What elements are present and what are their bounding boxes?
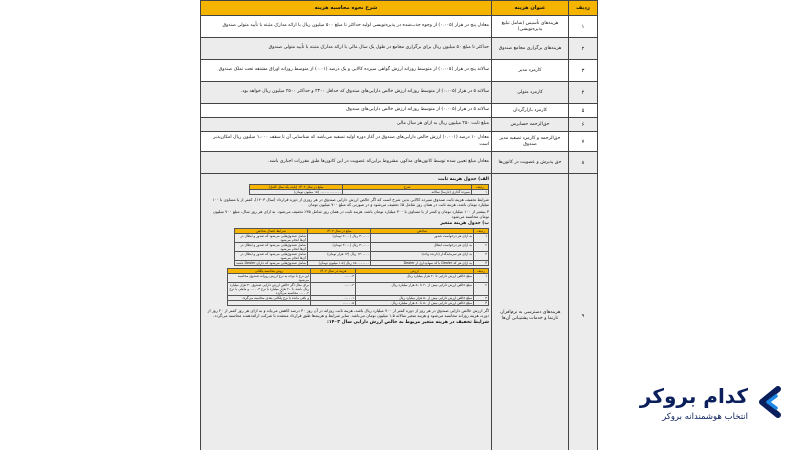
table-row bbox=[201, 174, 598, 450]
variable-cost-heading: ب) جدول هزینه متغیر bbox=[440, 221, 489, 226]
row-title: هزینه‌های تأسیس (شامل تبلیغ پذیره‌نویسی) bbox=[492, 16, 569, 38]
fixed-cost-heading: الف) جدول هزینه ثابت bbox=[438, 177, 489, 182]
table-row bbox=[201, 82, 598, 104]
var-cell: شامل صندوق‌هایی می‌شود که دارای Dealer باشند bbox=[236, 261, 306, 265]
table-row bbox=[201, 38, 598, 60]
tier-cell: مبلغ خالص ارزش دارایی بیش از ۵۰ هزار میلیارد ریال bbox=[356, 296, 474, 301]
software-costs bbox=[203, 177, 489, 325]
var-col: ردیف bbox=[474, 229, 489, 234]
variable-cost-table bbox=[234, 228, 489, 266]
broker-logo-icon bbox=[754, 386, 784, 418]
row-desc: معادل پنج در هزار (۰.۰۰۵) از وجوه جذب‌شده در پذیره‌نویسی اولیه حداکثر تا مبلغ ۵۰۰ میلیون ریال با ارائه مدارک مثبته با تأیید متولی صندوق bbox=[201, 16, 492, 38]
var-col: شاخص bbox=[371, 229, 474, 234]
row-num: ۱ bbox=[569, 16, 598, 38]
fixed-cell: ۱ bbox=[472, 190, 489, 195]
table-row bbox=[201, 104, 598, 118]
var-cell: ۱۳۰.۰۰۰ ریال (۱۳ هزار تومان) bbox=[308, 252, 371, 261]
tier-cell: برای مثال اگر خالص ارزش دارایی صندوق ۳۰ هزار میلیارد ریال باشد، تا ۲۰ هزار میلیارد با نرخ ۰.۰۰۰۳ و مابقی با نرخ ۰.۰۰۰۲ محاسبه می‌گردد bbox=[229, 283, 309, 295]
row-num: ۹ bbox=[569, 174, 598, 450]
row-num: ۴ bbox=[569, 82, 598, 104]
var-cell: ۴ bbox=[474, 261, 489, 266]
row-desc: سالانه پنج در هزار (۰.۰۰۵) از متوسط روزانه ارزش گواهی سپرده کالایی و یک درصد (۰.۰۱) از متوسط روزانه اوراق مشتقه تحت تملک صندوق bbox=[201, 60, 492, 82]
tier-cell: ۰.۰۰۰۳ bbox=[311, 274, 356, 283]
var-col: مبلغ در سال ۱۴۰۳ bbox=[308, 229, 371, 234]
tier-cell: ۲ bbox=[474, 283, 489, 296]
row-desc: معادل ۱۰ درصد (۰.۰۰۱) ارزش خالص دارایی‌های صندوق در آغاز دوره اولیه تصفیه می‌باشد که شناسایی آن تا سقف ۱،۰۰۰ میلیون ریال امکان‌پذیر است bbox=[201, 132, 492, 152]
var-cell: ۳۰.۰۰۰ ریال (۳۰۰۰ تومان) bbox=[308, 243, 371, 252]
var-cell: به ازای هر کد Dealer یا کد سهام‌داری از Dealer bbox=[371, 261, 474, 266]
tier-cell: مبلغ خالص ارزش دارایی بیش از ۲۰ تا ۵۰ هزار میلیارد ریال bbox=[356, 283, 474, 296]
row-desc: مبلغ ثابت ۲۵۰ میلیون ریال به ازای هر سال مالی bbox=[201, 118, 492, 132]
table-row bbox=[201, 118, 598, 132]
tier-cell: مبلغ خالص ارزش دارایی بیش از ۵۰ تا ۸۰ هزار میلیارد ریال bbox=[356, 301, 474, 306]
row-title: کارمزد متولی bbox=[492, 82, 569, 104]
tiered-cost-table bbox=[227, 268, 489, 306]
discount-heading: شرایط تخفیف در هزینه متغیر مربوط به خالص ارزش دارایی سال ۱۴۰۳: bbox=[327, 320, 489, 325]
var-cell: ۱۵.۰۰۰.۰۰۰ ریال (۱.۵ میلیون تومان) bbox=[308, 261, 371, 266]
document bbox=[200, 0, 598, 450]
table-header-row bbox=[201, 1, 598, 16]
var-cell: شامل صندوق‌هایی می‌شود که صدور و ابطال در آن‌ها انجام می‌شود bbox=[235, 234, 308, 243]
row-title: حق‌الزحمه و کارمزد تصفیه مدیر صندوق bbox=[492, 132, 569, 152]
tier-cell: این نرخ با توجه به نرخ ارزش روزانه صندوق محاسبه می‌شود bbox=[228, 274, 311, 283]
var-cell: به ازای هر درخواست صدور bbox=[371, 234, 474, 243]
table-row bbox=[201, 16, 598, 38]
fixed-note: ۳ بیشتر از ۱۰۰ میلیارد تومان و کمتر از یا مساوی با ۳۰۰ میلیارد تومان باشد، هزینه ثابت در همان روز شامل ۳۵٪ تخفیف می‌شود. به ازای هر روز سال، مبلغ ۷۰۰ میلیون تومان محاسبه می‌شود bbox=[212, 209, 489, 219]
row-title: هزینه‌های دسترسی به نرم‌افزار، تارنما و خدمات پشتیبانی آن‌ها bbox=[492, 174, 569, 450]
table-row bbox=[201, 132, 598, 152]
table-row bbox=[201, 60, 598, 82]
row-num: ۸ bbox=[569, 152, 598, 174]
row-title: هزینه‌های برگزاری مجامع صندوق bbox=[492, 38, 569, 60]
var-cell: شامل صندوق‌هایی می‌شود که صدور و ابطال در آن‌ها انجام می‌شود bbox=[235, 243, 308, 252]
tier-cell bbox=[228, 301, 311, 306]
tier-cell: مبلغ خالص ارزش دارایی تا ۲۰ هزار میلیارد ریال bbox=[356, 274, 474, 283]
row-title: کارمزد بازارگردان bbox=[492, 104, 569, 118]
var-cell: شامل صندوق‌هایی می‌شود که صدور و ابطال در آن‌ها انجام می‌شود bbox=[235, 252, 308, 261]
var-cell: ۳ bbox=[474, 252, 489, 261]
variable-footnote: اگر ارزش خالص دارایی صندوق در هر روز از دوره کمتر از ۷۰۰ میلیارد ریال باشد، هزینه ثابت روزانه در آن روز ۳۰ درصد کاهش می‌یابد و به ازای هر روز کمتر از ۲۰ روز از دوره، هزینه روزانه محاسبه می‌شود و هزینه متغیر سالانه ۱.۵ میلیون تومان می‌باشد. سایر شرایط و هزینه‌ها طبق قرارداد منعقده با شرکت ارائه‌دهنده محاسبه می‌گردد. bbox=[207, 308, 489, 318]
var-cell: به ازای هر درخواست ابطال bbox=[371, 243, 474, 252]
tier-cell: ۰.۰۰۰۱ bbox=[311, 296, 356, 301]
tier-col: روش محاسبه پلکانی bbox=[228, 269, 311, 274]
tier-cell: ۱ bbox=[474, 274, 489, 283]
fixed-cell: سپرده گذاری (تارنما) سالانه bbox=[343, 190, 472, 195]
row-desc: سالانه ۵ در هزار (۰.۰۰۵) از متوسط روزانه ارزش خالص دارایی‌های صندوق که حداقل ۲۳۰۰ و حداکثر ۲۵۰۰ میلیون ریال خواهد بود. bbox=[201, 82, 492, 104]
row-num: ۵ bbox=[569, 104, 598, 118]
logo-name: کدام بروکر bbox=[639, 384, 748, 408]
fixed-col-amount: مبلغ در سال ۱۴۰۳ (بابت یک سال کامل) bbox=[250, 185, 343, 190]
tier-cell: ۰.۰۰۰۰۵ bbox=[311, 301, 356, 306]
fixed-col-desc: شرح bbox=[343, 185, 472, 190]
row-desc: حداکثر تا مبلغ ۵۰ میلیون ریال برای برگزاری مجامع در طول یک سال مالی با ارائه مدارک مثبته با تأیید متولی صندوق bbox=[201, 38, 492, 60]
row-num: ۲ bbox=[569, 38, 598, 60]
cost-table bbox=[200, 0, 598, 450]
var-cell: به ازای هر سرمایه‌گذار (دارنده واحد) bbox=[371, 252, 474, 261]
row-desc: معادل مبلغ تعیین شده توسط کانون‌های مذکور، مشروط براین‌که عضویت در این کانون‌ها طبق مقررات اجباری باشد. bbox=[201, 152, 492, 174]
fixed-col-num: ردیف bbox=[472, 185, 489, 190]
row-desc-software bbox=[201, 174, 492, 450]
tier-col: ارزش bbox=[356, 269, 474, 274]
fixed-note: شرایط تخفیف هزینه ثابت صندوق سپرده کالایی بدین شرح است که اگر خالص ارزش دارایی صندوق در هر روزی از دوره قرارداد (سال ۱۴۰۳)، کمتر از یا مساوی با ۱۰۰ میلیارد تومان باشد، هزینه ثابت در همان روز شامل ۵٪ تخفیف می‌شود و در صورتی که مبلغ ۷۰۰ میلیون تومان bbox=[212, 197, 489, 207]
tier-col: ردیف bbox=[474, 269, 489, 274]
header-num: ردیف bbox=[569, 1, 598, 16]
var-cell: ۳۰.۰۰۰ ریال (۳۰۰۰ تومان) bbox=[308, 234, 371, 243]
logo-tagline: انتخاب هوشمندانه بروکر bbox=[662, 412, 748, 422]
header-title: عنوان هزینه bbox=[492, 1, 569, 16]
row-num: ۶ bbox=[569, 118, 598, 132]
kodam-broker-logo bbox=[634, 384, 784, 434]
row-title: حق‌الزحمه حسابرس bbox=[492, 118, 569, 132]
row-num: ۷ bbox=[569, 132, 598, 152]
tier-col: هزینه در سال ۱۴۰۳ bbox=[311, 269, 356, 274]
row-title: حق پذیرش و عضویت در کانون‌ها bbox=[492, 152, 569, 174]
row-num: ۳ bbox=[569, 60, 598, 82]
tier-cell: ۴ bbox=[474, 301, 489, 306]
var-cell: ۲ bbox=[474, 243, 489, 252]
row-title: کارمزد مدیر bbox=[492, 60, 569, 82]
tier-cell: و باقی مانده با نرخ پلکانی بعدی محاسبه می‌گردد bbox=[228, 296, 311, 301]
tier-cell: ۳ bbox=[474, 296, 489, 301]
table-row bbox=[201, 152, 598, 174]
var-col: شرایط اعمال شاخص bbox=[235, 229, 308, 234]
row-desc: سالانه ۵ در هزار (۰.۰۰۵) از متوسط روزانه ارزش خالص دارایی‌های صندوق bbox=[201, 104, 492, 118]
fixed-cost-table bbox=[249, 184, 489, 195]
header-desc: شرح نحوه محاسبه هزینه bbox=[201, 1, 492, 16]
fixed-cell: ۰.۰۰۰.۰۰۰.۰۰۰ (۱۵ میلیون تومان) bbox=[250, 190, 343, 195]
var-cell: ۱ bbox=[474, 234, 489, 243]
tier-cell: ۰.۰۰۰۲ bbox=[311, 283, 356, 296]
